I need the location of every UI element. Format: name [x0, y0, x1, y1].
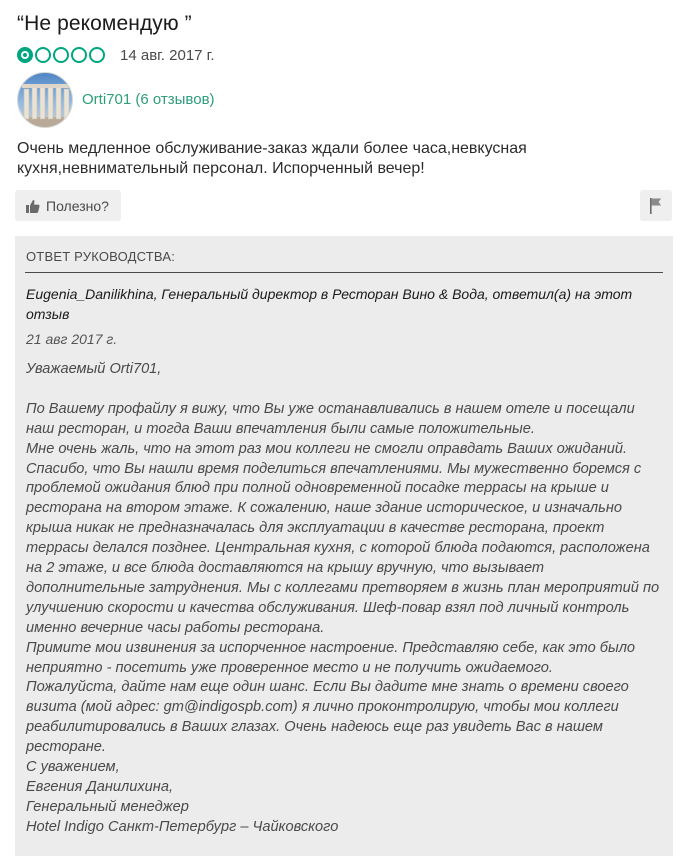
reviewer-info: [17, 72, 215, 128]
rating-bubble-icon: [35, 47, 51, 63]
management-response: [15, 236, 673, 856]
rating-row: [17, 45, 214, 65]
rating-bubble-icon: [89, 47, 105, 63]
reviewer-username[interactable]: Orti701: [82, 90, 132, 108]
review-text: Очень медленное обслуживание-заказ ждали более часа,невкусная кухня,невнимательный персонал. Испорченный вечер!: [17, 140, 527, 177]
rating-bubble-icon: [17, 47, 33, 63]
response-paragraph: По Вашему профайлу я вижу, что Вы уже останавливались в нашем отеле и посещали наш ресторан, и тогда Ваши впечатления были самые положительные.: [26, 400, 635, 437]
response-signature-name: Евгения Данилихина,: [26, 779, 173, 796]
rating-bubbles: [17, 47, 107, 63]
responder-line: Eugenia_Danilikhina, Генеральный директор в Ресторан Вино & Вода, ответил(а) на этот отзыв: [26, 286, 633, 322]
reviewer-count[interactable]: (6 отзывов): [135, 90, 215, 108]
helpful-label[interactable]: Полезно?: [46, 197, 109, 214]
user-avatar[interactable]: [17, 72, 73, 128]
response-signoff: С уважением,: [26, 759, 120, 776]
rating-bubble-icon: [53, 47, 69, 63]
helpful-button[interactable]: [15, 190, 121, 221]
thumbs-up-icon: [25, 198, 41, 214]
review-date: 14 авг. 2017 г.: [120, 46, 215, 64]
response-signature-hotel: Hotel Indigo Санкт-Петербург – Чайковского: [26, 818, 339, 835]
response-signature-title: Генеральный менеджер: [26, 798, 189, 815]
response-divider: [25, 272, 663, 273]
report-button[interactable]: [640, 190, 672, 221]
response-paragraph: Примите мои извинения за испорченное настроение. Представляю себе, как это было неприятно - посетить уже проверенное место и не получить ожидаемого.: [26, 639, 636, 676]
response-body: [26, 360, 661, 838]
rating-bubble-icon: [71, 47, 87, 63]
response-paragraph: Пожалуйста, дайте нам еще один шанс. Если Вы дадите мне знать о времени своего визита (мой адрес: gm@indigospb.com) я лично проконтролирую, чтобы мои коллеги реабилитировались в Ваших глазах. Очень надеюсь еще раз увидеть Вас в нашем ресторане.: [26, 679, 629, 756]
flag-icon: [649, 197, 663, 215]
response-greeting: Уважаемый Orti701,: [26, 361, 162, 377]
response-paragraph: Спасибо, что Вы нашли время поделиться впечатлениями. Мы мужественно боремся с проблемой ожидания блюд при полной одновременной посадке террасы на крыше и ресторана на втором этаже. К сожалению, наше здание историческое, и изначально крыша никак не предназначалась для эксплуатации в качестве ресторана, проект террасы делался позднее. Центральная кухня, с которой блюда подаются, расположена на 2 этаже, и все блюда доставляются на крышу вручную, что вызывает дополнительные затруднения. Мы с коллегами претворяем в жизнь план мероприятий по улучшению скорости и качества обслуживания. Шеф-повар взял под личный контроль именно вечерние часы работы ресторана.: [26, 460, 660, 636]
response-date: 21 авг 2017 г.: [26, 331, 118, 347]
response-header: ОТВЕТ РУКОВОДСТВА:: [26, 249, 176, 264]
reviewer-name[interactable]: [82, 91, 215, 108]
avatar-columns-icon: [18, 73, 73, 128]
response-paragraph: Мне очень жаль, что на этот раз мои коллеги не смогли оправдать Ваших ожиданий.: [26, 440, 628, 457]
review-title[interactable]: “Не рекомендую ”: [17, 12, 192, 35]
